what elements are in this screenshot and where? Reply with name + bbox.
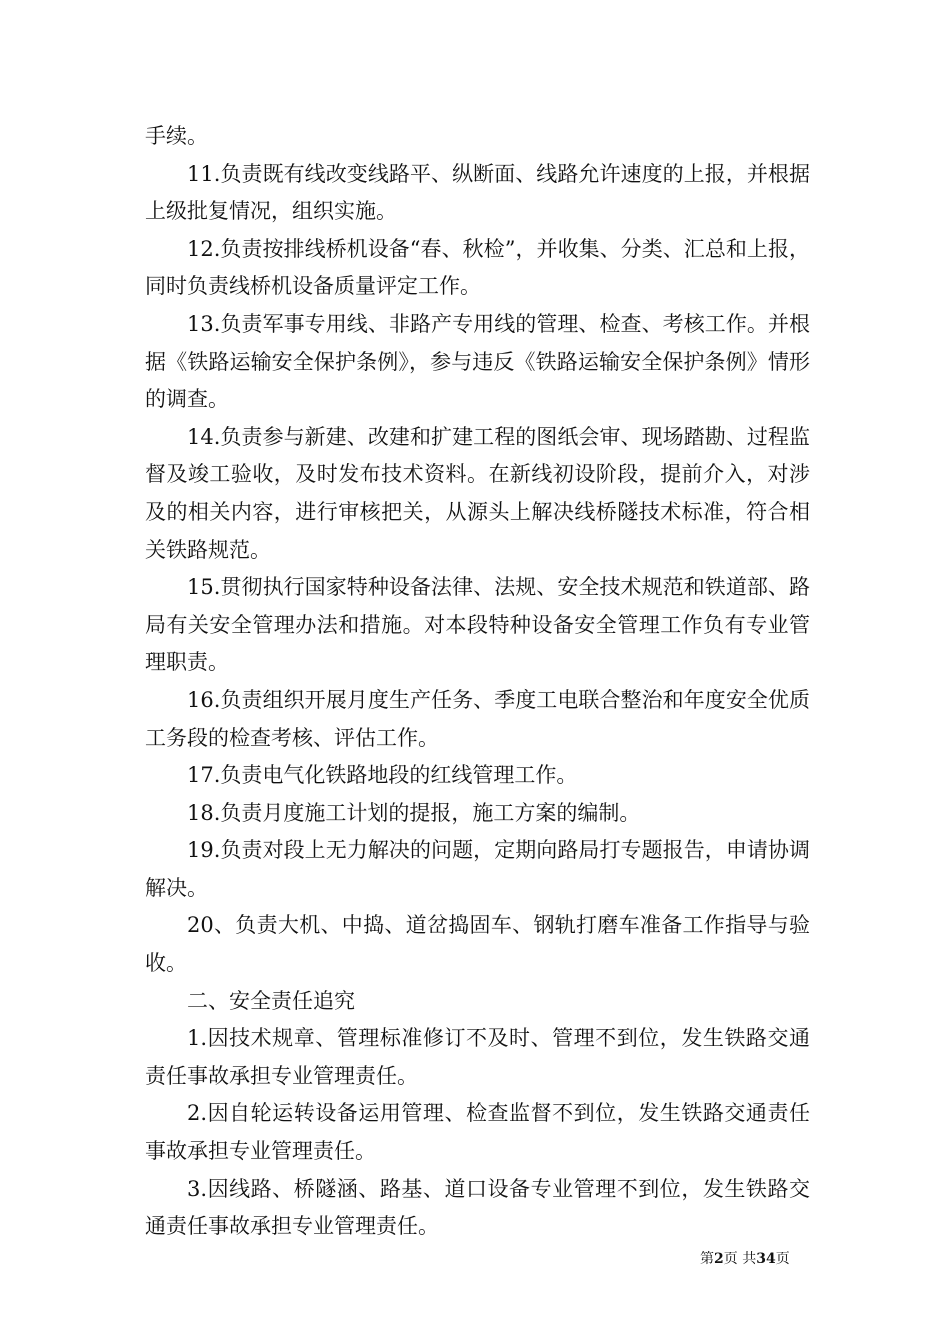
paragraph-item-16: 16.负责组织开展月度生产任务、季度工电联合整治和年度安全优质工务段的检查考核、评估工作。 <box>145 687 810 750</box>
paragraph-item-13: 13.负责军事专用线、非路产专用线的管理、检查、考核工作。并根据《铁路运输安全保护条例》，参与违反《铁路运输安全保护条例》情形的调查。 <box>145 311 810 412</box>
paragraph-item-11: 11.负责既有线改变线路平、纵断面、线路允许速度的上报，并根据上级批复情况，组织实施。 <box>145 161 810 224</box>
paragraph-liability-2: 2.因自轮运转设备运用管理、检查监督不到位，发生铁路交通责任事故承担专业管理责任。 <box>145 1101 810 1164</box>
document-body <box>145 118 810 1246</box>
paragraph-item-20: 20、负责大机、中捣、道岔捣固车、钢轨打磨车准备工作指导与验收。 <box>145 913 810 976</box>
footer-prefix: 第 <box>700 1251 714 1267</box>
paragraph-item-17: 17.负责电气化铁路地段的红线管理工作。 <box>187 763 578 788</box>
footer-middle: 页 共 <box>723 1251 757 1267</box>
paragraph-liability-1: 1.因技术规章、管理标准修订不及时、管理不到位，发生铁路交通责任事故承担专业管理责任。 <box>145 1026 810 1088</box>
paragraph-liability-3: 3.因线路、桥隧涵、路基、道口设备专业管理不到位，发生铁路交通责任事故承担专业管理责任。 <box>145 1176 810 1239</box>
paragraph-item-14: 14.负责参与新建、改建和扩建工程的图纸会审、现场踏勘、过程监督及竣工验收，及时发布技术资料。在新线初设阶段，提前介入，对涉及的相关内容，进行审核把关，从源头上解决线桥隧技术标准，符合相关铁路规范。 <box>145 424 810 562</box>
page-footer <box>700 1248 820 1268</box>
footer-current-page: 2 <box>714 1251 724 1267</box>
footer-total-pages: 34 <box>756 1251 776 1267</box>
footer-suffix: 页 <box>775 1251 790 1267</box>
paragraph-item-15: 15.贯彻执行国家特种设备法律、法规、安全技术规范和铁道部、路局有关安全管理办法和措施。对本段特种设备安全管理工作负有专业管理职责。 <box>145 575 810 675</box>
paragraph-continuation: 手续。 <box>145 124 208 148</box>
section-heading: 二、安全责任追究 <box>187 988 355 1013</box>
paragraph-item-18: 18.负责月度施工计划的提报，施工方案的编制。 <box>187 800 641 825</box>
paragraph-item-19: 19.负责对段上无力解决的问题，定期向路局打专题报告，申请协调解决。 <box>145 838 810 900</box>
paragraph-item-12: 12.负责按排线桥机设备“春、秋检”，并收集、分类、汇总和上报，同时负责线桥机设备质量评定工作。 <box>145 236 810 299</box>
